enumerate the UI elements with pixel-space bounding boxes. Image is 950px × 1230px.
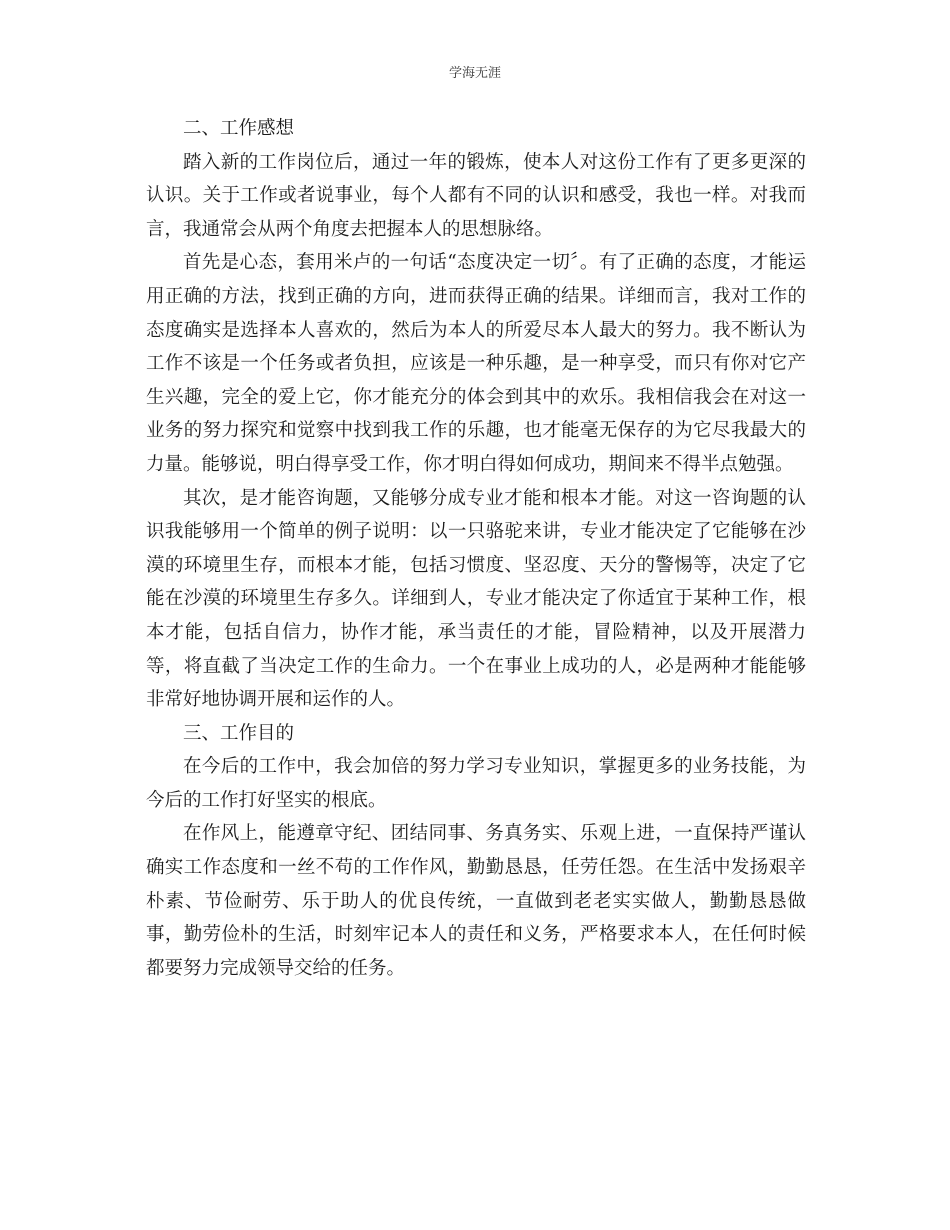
body-paragraph: 在作风上，能遵章守纪、团结同事、务真务实、乐观上进，一直保持严谨认确实工作态度和一丝不苟的工作作风，勤勤恳恳，任劳任怨。在生活中发扬艰辛朴素、节俭耐劳、乐于助人的优良传统，一直做到老老实实做人，勤勤恳恳做事，勤劳俭朴的生活，时刻牢记本人的责任和义务，严格要求本人，在任何时候都要努力完成领导交给的任务。 — [146, 823, 806, 979]
body-paragraph: 在今后的工作中，我会加倍的努力学习专业知识，掌握更多的业务技能，为今后的工作打好坚实的根底。 — [146, 756, 806, 811]
page-header: 学海无涯 — [448, 66, 501, 81]
body-paragraph: 首先是心态，套用米卢的一句话“态度决定一切〞。有了正确的态度，才能运用正确的方法，找到正确的方向，进而获得正确的结果。详细而言，我对工作的态度确实是选择本人喜欢的，然后为本人的所爱尽本人最大的努力。我不断认为工作不该是一个任务或者负担，应该是一种乐趣，是一种享受，而只有你对它产生兴趣，完全的爱上它，你才能充分的体会到其中的欢乐。我相信我会在对这一业务的努力探究和觉察中找到我工作的乐趣，也才能毫无保存的为它尽我最大的力量。能够说，明白得享受工作，你才明白得如何成功，期间来不得半点勉强。 — [146, 252, 806, 475]
section-heading-work-goals: 三、工作目的 — [183, 722, 295, 744]
body-paragraph: 其次，是才能咨询题，又能够分成专业才能和根本才能。对这一咨询题的认识我能够用一个简单的例子说明：以一只骆驼来讲，专业才能决定了它能够在沙漠的环境里生存，而根本才能，包括习惯度、坚忍度、天分的警惕等，决定了它能在沙漠的环境里生存多久。详细到人，专业才能决定了你适宜于某种工作，根本才能，包括自信力，协作才能，承当责任的才能，冒险精神，以及开展潜力等，将直截了当决定工作的生命力。一个在事业上成功的人，必是两种才能能够非常好地协调开展和运作的人。 — [146, 487, 806, 711]
section-heading-work-reflections: 二、工作感想 — [183, 118, 295, 139]
body-paragraph: 踏入新的工作岗位后，通过一年的锻炼，使本人对这份工作有了更多更深的认识。关于工作或者说事业，每个人都有不同的认识和感受，我也一样。对我而言，我通常会从两个角度去把握本人的思想脉络。 — [146, 151, 806, 240]
document-body — [146, 112, 806, 985]
